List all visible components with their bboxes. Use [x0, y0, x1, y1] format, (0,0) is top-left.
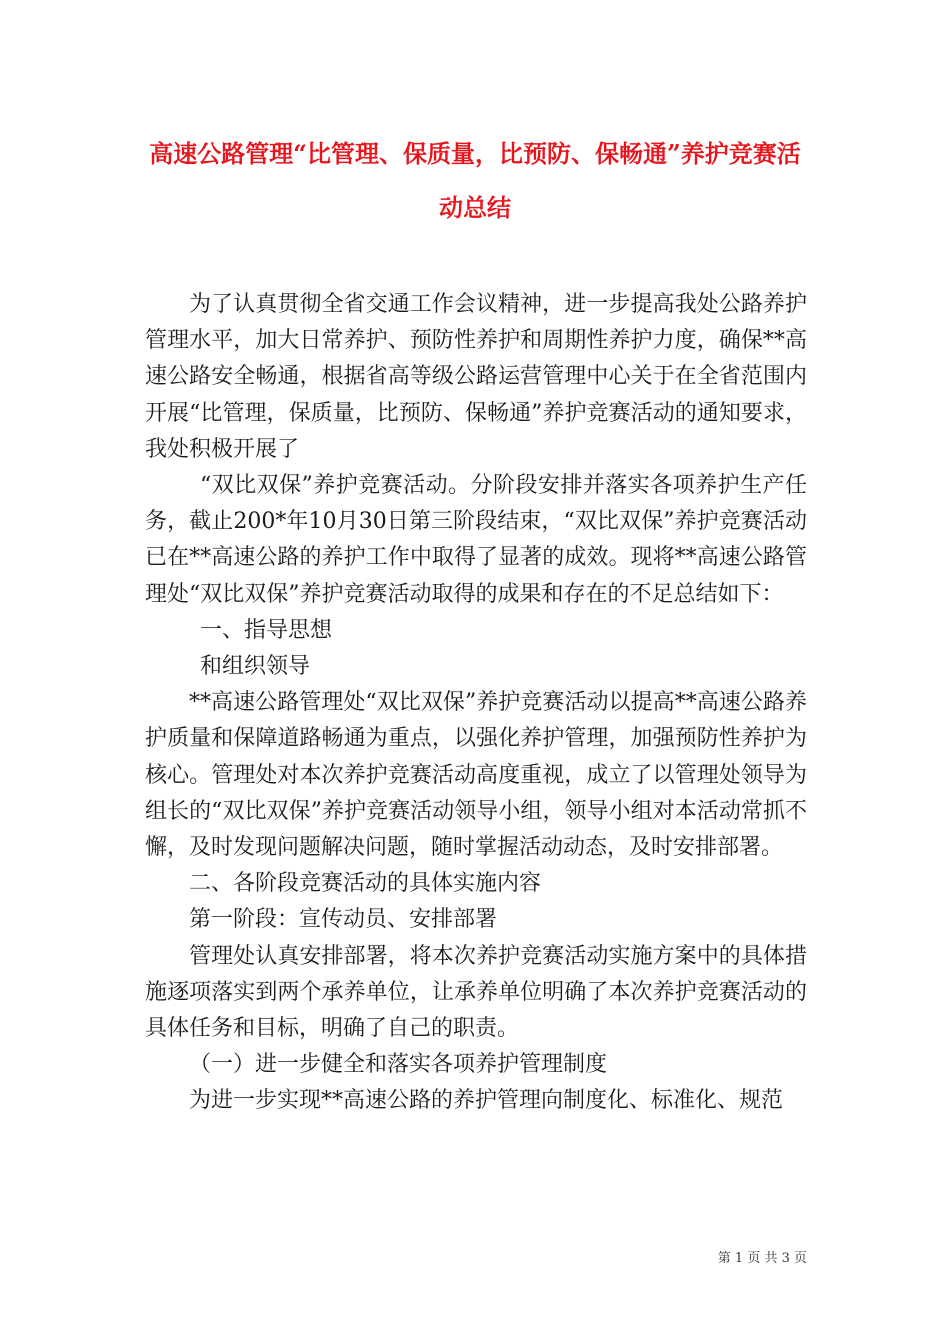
- paragraph: 管理处认真安排部署，将本次养护竞赛活动实施方案中的具体措施逐项落实到两个承养单位，让承养单位明确了本次养护竞赛活动的具体任务和目标，明确了自己的职责。: [145, 943, 807, 1042]
- section-heading: 二、各阶段竞赛活动的具体实施内容: [189, 871, 542, 897]
- paragraph: 为了认真贯彻全省交通工作会议精神，进一步提高我处公路养护管理水平，加大日常养护、预防性养护和周期性养护力度，确保**高速公路安全畅通，根据省高等级公路运营管理中心关于在全省范围内开展“比管理，保质量，比预防、保畅通”养护竞赛活动的通知要求，我处积极开展了: [145, 292, 807, 462]
- document-body: [145, 287, 807, 1120]
- section-heading: 一、指导思想: [200, 617, 333, 643]
- document-title: 高速公路管理“比管理、保质量，比预防、保畅通”养护竞赛活动总结: [149, 139, 801, 222]
- section-heading: 和组织领导: [200, 654, 311, 680]
- section-heading: 第一阶段：宣传动员、安排部署: [189, 907, 498, 933]
- page-number: 第 1 页 共 3 页: [717, 1251, 807, 1266]
- paragraph: 为进一步实现**高速公路的养护管理向制度化、标准化、规范: [189, 1088, 784, 1114]
- section-heading: （一）进一步健全和落实各项养护管理制度: [189, 1052, 608, 1078]
- paragraph: **高速公路管理处“双比双保”养护竞赛活动以提高**高速公路养护质量和保障道路畅通为重点，以强化养护管理，加强预防性养护为核心。管理处对本次养护竞赛活动高度重视，成立了以管理处领导为组长的“双比双保”养护竞赛活动领导小组，领导小组对本活动常抓不懈，及时发现问题解决问题，随时掌握活动动态，及时安排部署。: [145, 690, 807, 861]
- paragraph: “双比双保”养护竞赛活动。分阶段安排并落实各项养护生产任务，截止200*年10月30日第三阶段结束，“双比双保”养护竞赛活动已在**高速公路的养护工作中取得了显著的成效。现将**高速公路管理处“双比双保”养护竞赛活动取得的成果和存在的不足总结如下：: [145, 473, 807, 607]
